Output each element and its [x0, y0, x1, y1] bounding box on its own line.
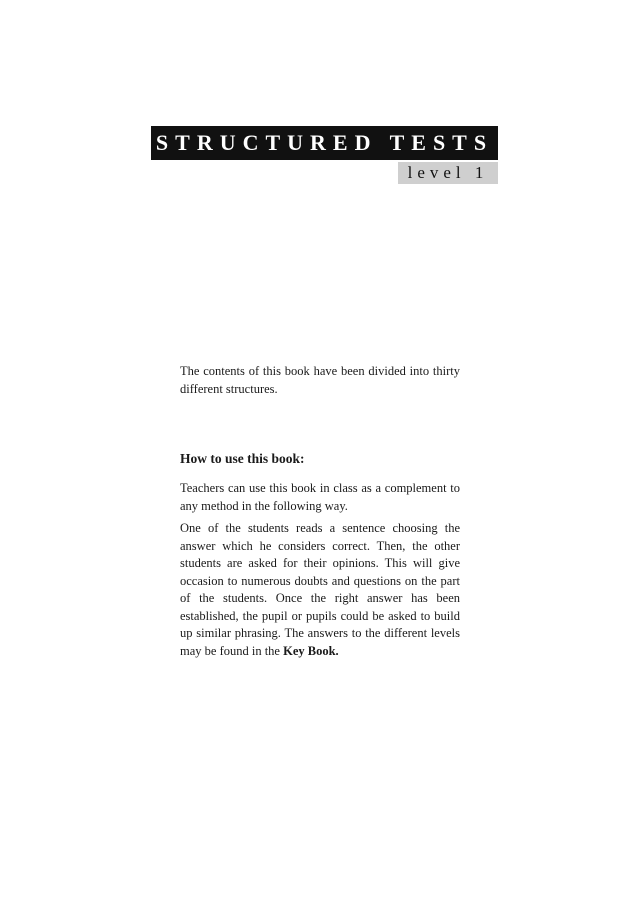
body-content [180, 363, 460, 660]
key-book-reference: Key Book. [283, 643, 339, 658]
level-badge [398, 162, 498, 184]
section-heading: How to use this book: [180, 451, 305, 466]
usage-paragraph-2-text: One of the students reads a sentence choosing the answer which he considers correct. Then, the other students are asked for their opinions. This will give occasion to numerous doubts and questions on the part of the students. Once the right answer has been established, the pupil or pupils could be asked to build up similar phrasing. The answers to the different levels may be found in the [180, 521, 460, 658]
usage-paragraph-1: Teachers can use this book in class as a complement to any method in the following way. [180, 481, 460, 513]
intro-paragraph: The contents of this book have been divided into thirty different structures. [180, 364, 460, 396]
title-banner [151, 126, 498, 160]
book-title: STRUCTURED TESTS [155, 130, 494, 155]
usage-paragraph-2 [180, 520, 460, 660]
level-label: level 1 [407, 163, 489, 182]
